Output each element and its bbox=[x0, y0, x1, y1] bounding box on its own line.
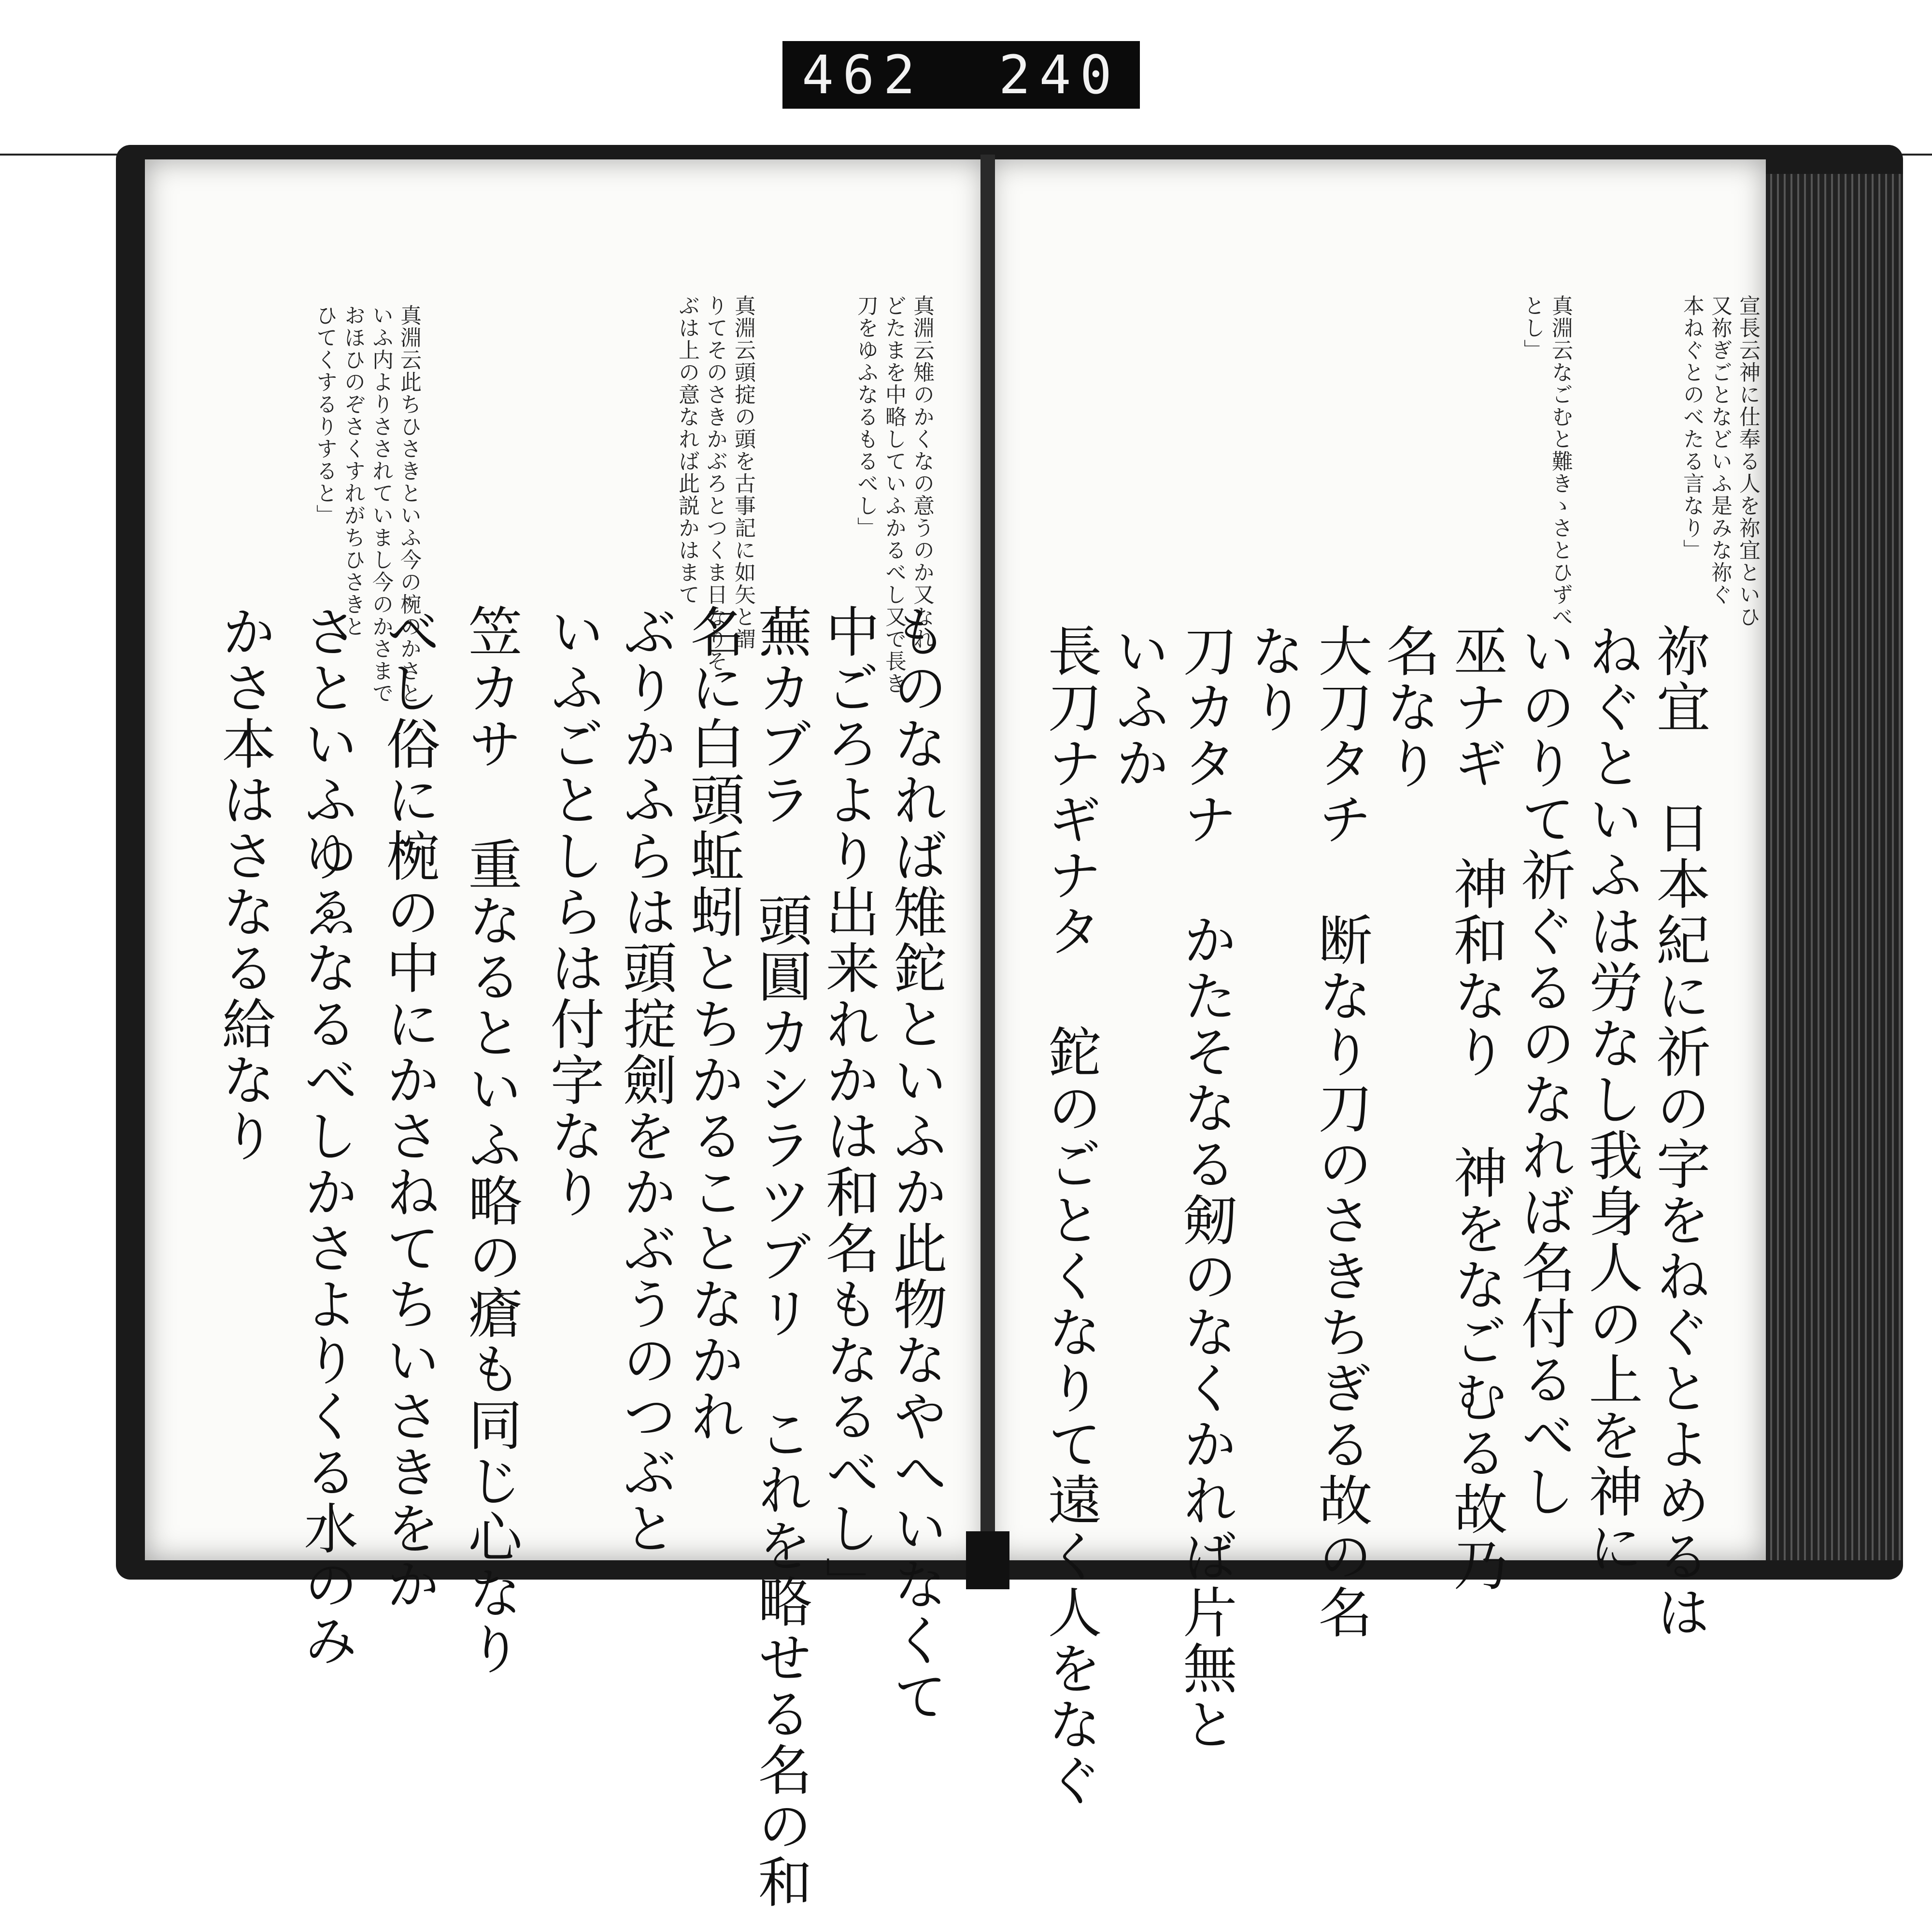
text-column: 名に白頭蚯蚓とちかることなかれ bbox=[682, 604, 744, 1444]
frame-number-left: 462 bbox=[802, 44, 924, 106]
text-column: なり bbox=[1242, 623, 1305, 735]
note-line: 真淵云雉のかくなの意うのか又なれ bbox=[909, 295, 934, 650]
text-column: いふごとしらは付字なり bbox=[541, 604, 604, 1220]
headnote-line: 宣長云神に仕奉る人を祢宜といひ bbox=[1735, 295, 1760, 628]
note-line: とし」 bbox=[1520, 295, 1545, 361]
text-column: ものなれば雉鉈といふか此物なやへいなくて bbox=[884, 604, 947, 1725]
right-headnote bbox=[1681, 295, 1758, 628]
text-column: 名なり bbox=[1377, 623, 1440, 791]
binding-tab bbox=[966, 1531, 1009, 1589]
text-column: ねぐといふは労なし我身人の上を神に bbox=[1580, 623, 1643, 1576]
note-line: 真淵云頭掟の頭を古事記に如矢と謂 bbox=[731, 295, 755, 650]
note-line: おほひのぞさくすれがちひさきと bbox=[341, 304, 365, 638]
note-line: 真淵云此ちひさきといふ今の椀のかさと bbox=[397, 304, 421, 704]
book-gutter bbox=[980, 155, 995, 1570]
headnote-line: 本ねぐとのべたる言なり」 bbox=[1679, 295, 1704, 561]
text-column: 長刀ナギナタ 鉈のごとくなりて遠く人をなぐ bbox=[1039, 623, 1102, 1809]
text-column: 祢宜 日本紀に祈の字をねぐとよめるは bbox=[1648, 623, 1710, 1640]
text-column: 刀カタナ かたそなる剱のなくかれば片無と bbox=[1174, 623, 1237, 1753]
note-line: 真淵云なごむと難きゝさとひずべ bbox=[1548, 295, 1573, 628]
page-edges bbox=[1765, 174, 1903, 1560]
text-column: 大刀タチ 断なり刀のさきちぎる故の名 bbox=[1309, 623, 1372, 1640]
text-column: かさ本はさなる給なり bbox=[213, 604, 276, 1164]
text-column: ぶりかふらは頭掟劍をかぶうのつぶと bbox=[614, 604, 677, 1556]
text-column: さといふゆゑなるべしかさよりくる水のみ bbox=[295, 604, 358, 1668]
frame-number-right: 240 bbox=[998, 44, 1121, 106]
text-column: 中ごろより出来れかは和名もなるべし」 bbox=[817, 604, 880, 1612]
note-line: ひてくするりすると」 bbox=[313, 304, 337, 527]
text-column: べし俗に椀の中にかさねてちいさきをか bbox=[377, 604, 440, 1612]
note-line: りてそのさきかぶろとつくま日なりそ bbox=[703, 295, 727, 672]
headnote-line: 又祢ぎごとなどいふ是みな祢ぐ bbox=[1707, 295, 1732, 606]
note-line: 刀をゆふなるもるべし」 bbox=[853, 295, 878, 539]
text-column: 巫ナギ 神和なり 神をなごむる故乃 bbox=[1445, 623, 1507, 1593]
right-note-2 bbox=[1521, 295, 1571, 628]
note-line: いふ内よりさされていまし今のかさまで bbox=[369, 304, 393, 704]
text-column: いふか bbox=[1107, 623, 1169, 791]
note-line: ぶは上の意なれば此説かはまて bbox=[675, 295, 699, 606]
note-line: どたまを中略していふかるべし又で長き bbox=[881, 295, 906, 695]
text-column: いのりて祈ぐるのなれば名付るべし bbox=[1512, 623, 1575, 1520]
frame-number-label bbox=[782, 41, 1140, 109]
text-column: 蕪カブラ 頭圓カシラツブリ これを略せる名の和 bbox=[749, 604, 812, 1910]
text-column: 笠カサ 重なるといふ略の瘡も同じ心なり bbox=[459, 604, 522, 1677]
